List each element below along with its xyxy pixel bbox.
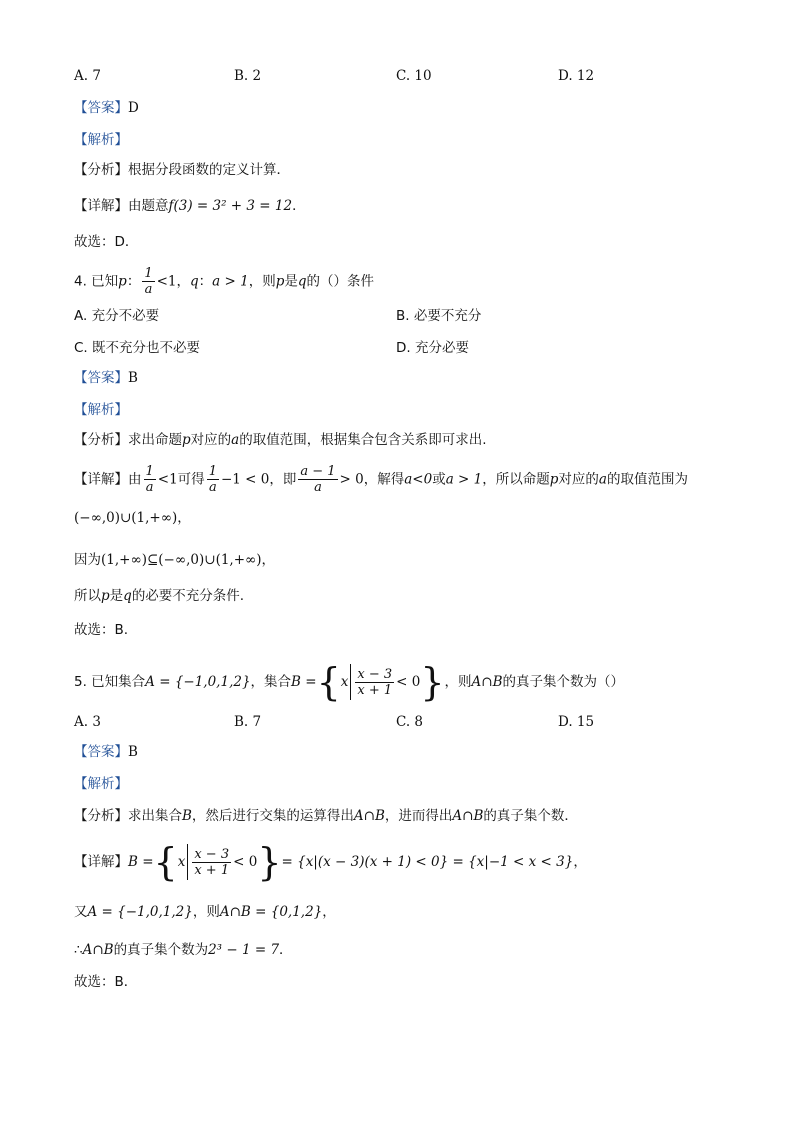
fenxi-tag: 【分析】 xyxy=(74,808,128,824)
q4-q: q xyxy=(190,273,199,290)
q5-you xyxy=(74,902,336,922)
xj-frac2 xyxy=(298,464,337,495)
fenxi-c: 的取值范围，根据集合包含关系即可求出. xyxy=(239,432,487,448)
q4-q-2: q xyxy=(297,273,307,290)
q5-stem xyxy=(74,662,624,702)
xiangjie-tag: 【详解】 xyxy=(74,198,128,214)
q5-frac-num: x − 3 xyxy=(357,666,393,682)
answer-value: D xyxy=(128,100,139,116)
q4-stem xyxy=(74,266,374,297)
you-b: ，则 xyxy=(192,904,220,920)
q4-analysis-tag xyxy=(74,400,128,420)
fenxi-a: 求出命题 xyxy=(128,432,182,448)
analysis-tag: 【解析】 xyxy=(74,402,128,418)
therefore-icon: ∴ xyxy=(74,942,83,958)
xj-k: 对应的 xyxy=(558,471,599,488)
xiangjie-tag: 【详解】 xyxy=(74,471,128,488)
xj-g: a<0 xyxy=(404,471,433,488)
xiangjie-text: 由题意 xyxy=(128,198,169,214)
xj-frac1-den: a xyxy=(145,480,154,495)
q5-frac xyxy=(355,667,394,698)
q4-answer xyxy=(74,368,138,388)
th-AcapB: A∩B xyxy=(82,942,114,958)
q4-choose: 故选：B. xyxy=(74,622,129,638)
q4-so xyxy=(74,586,244,606)
xj-frac-den: x + 1 xyxy=(194,862,230,878)
xj-lt0: < 0 xyxy=(233,854,258,870)
q5-stem-b: ，集合 xyxy=(250,674,292,690)
fenxi-B: B xyxy=(182,808,192,824)
q4-condition: 的（）条件 xyxy=(306,273,375,290)
fenxi-tag: 【分析】 xyxy=(74,162,128,178)
xj-a-var: a xyxy=(598,471,607,488)
q4-p: p xyxy=(118,273,127,290)
q5-setB-left: B = xyxy=(291,674,317,690)
fenxi-b: 对应的 xyxy=(190,432,232,448)
xj-frac1b xyxy=(207,464,219,495)
you-math2: A∩B = {0,1,2} xyxy=(219,904,323,920)
you-math: A = {−1,0,1,2} xyxy=(87,904,193,920)
q5-stem-d: 的真子集个数为（） xyxy=(502,674,625,690)
q4-frac-num: 1 xyxy=(144,266,153,281)
q5-AcapB: A∩B xyxy=(471,674,503,690)
th-a: 的真子集个数为 xyxy=(113,942,209,958)
q5-option-c: C. 8 xyxy=(396,714,424,730)
fenxi-tag: 【分析】 xyxy=(74,432,128,448)
you-tail: ， xyxy=(322,904,336,920)
answer-value: B xyxy=(128,370,138,386)
xj-l: 的取值范围为 xyxy=(606,471,688,488)
fenxi-AcapB-2: A∩B xyxy=(452,808,484,824)
th-tail: ． xyxy=(279,942,293,958)
q4-is: 是 xyxy=(284,273,298,290)
you-a: 又 xyxy=(74,904,88,920)
fenxi-p: p xyxy=(182,432,191,448)
q5-answer xyxy=(74,742,138,762)
analysis-tag: 【解析】 xyxy=(74,132,128,148)
fenxi-AcapB: A∩B xyxy=(353,808,385,824)
answer-value: B xyxy=(128,744,138,760)
xj-h: 或 xyxy=(432,471,446,488)
q5-choose: 故选：B． xyxy=(74,974,138,990)
xj-frac-num: x − 3 xyxy=(194,846,230,862)
range-tail: ， xyxy=(177,510,191,526)
so-c: 的必要不充分条件. xyxy=(131,588,245,604)
xiangjie-tag: 【详解】 xyxy=(74,854,128,870)
q5-setA: A = {−1,0,1,2} xyxy=(145,674,251,690)
because-a: 因为 xyxy=(74,552,101,568)
q4-because xyxy=(74,550,275,570)
q4-q-colon: ： xyxy=(198,273,213,290)
q5-xiangjie xyxy=(74,842,587,882)
so-p: p xyxy=(101,588,110,604)
q4-option-d: D. 充分必要 xyxy=(396,340,469,356)
q3-option-a: A. 7 xyxy=(74,68,101,84)
xj-frac1 xyxy=(144,464,156,495)
set-bar xyxy=(350,664,351,700)
xj-frac2-den: a xyxy=(314,480,322,495)
q4-number: 4. 已知 xyxy=(74,273,119,290)
answer-tag: 【答案】 xyxy=(74,100,128,116)
answer-tag: 【答案】 xyxy=(74,744,128,760)
fenxi-text: 根据分段函数的定义计算． xyxy=(128,162,290,178)
xj-frac1b-den: a xyxy=(208,480,217,495)
q4-fraction xyxy=(142,266,154,297)
xj-i: a > 1 xyxy=(445,471,483,488)
q4-colon: ： xyxy=(126,273,141,290)
q5-option-b: B. 7 xyxy=(234,714,262,730)
xj-frac xyxy=(192,847,231,878)
q4-fenxi xyxy=(74,430,487,450)
xj-e: > 0 xyxy=(339,471,364,488)
so-b: 是 xyxy=(109,588,124,604)
q4-ineq: <1， xyxy=(156,273,191,290)
fenxi-a-var: a xyxy=(231,432,240,448)
q4-q-ineq: a > 1 xyxy=(212,273,249,290)
xiangjie-tail: ． xyxy=(292,198,306,214)
q4-then: ，则 xyxy=(248,273,276,290)
q4-xiangjie xyxy=(74,464,688,495)
q5-fenxi xyxy=(74,806,578,826)
q5-analysis-tag xyxy=(74,774,128,794)
q3-option-b: B. 2 xyxy=(234,68,262,84)
q5-option-a: A. 3 xyxy=(74,714,101,730)
left-brace-icon: { xyxy=(153,840,178,884)
q5-stem-c: ，则 xyxy=(444,674,472,690)
q5-number: 5. 已知集合 xyxy=(74,674,146,690)
q3-answer xyxy=(74,98,139,118)
set-bar xyxy=(187,844,188,880)
xj-p: p xyxy=(549,471,559,488)
th-math: 2³ − 1 = 7 xyxy=(208,942,280,958)
so-a: 所以 xyxy=(74,588,101,604)
q5-therefore xyxy=(74,940,293,960)
because-tail: ， xyxy=(261,552,276,568)
xj-j: ，所以命题 xyxy=(482,471,550,488)
q3-xiangjie xyxy=(74,196,306,216)
q4-frac-den: a xyxy=(144,282,153,297)
because-math: (1,+∞)⊆(−∞,0)∪(1,+∞) xyxy=(101,552,262,568)
q4-option-c: C. 既不充分也不必要 xyxy=(74,340,201,356)
left-brace-icon: { xyxy=(316,660,341,704)
q4-option-b: B. 必要不充分 xyxy=(396,308,482,324)
fenxi-c: ，进而得出 xyxy=(384,808,453,824)
xj-frac1-num: 1 xyxy=(145,464,154,479)
q4-p-2: p xyxy=(275,273,285,290)
xj-B: B = xyxy=(128,854,154,870)
xj-a: 由 xyxy=(128,471,142,488)
q5-option-d: D. 15 xyxy=(558,714,595,730)
range-math: (−∞,0)∪(1,+∞) xyxy=(74,510,178,526)
xj-d: ，即 xyxy=(269,471,297,488)
right-brace-icon: } xyxy=(420,660,445,704)
q3-option-d: D. 12 xyxy=(558,68,595,84)
q3-fenxi xyxy=(74,160,290,180)
q5-x: x xyxy=(340,674,349,690)
right-brace-icon: } xyxy=(257,840,282,884)
xiangjie-math: f(3) = 3² + 3 = 12 xyxy=(168,198,293,214)
xj-frac1b-num: 1 xyxy=(208,464,217,479)
q5-frac-den: x + 1 xyxy=(357,682,393,698)
xj-c: −1 < 0 xyxy=(220,471,270,488)
fenxi-a: 求出集合 xyxy=(128,808,182,824)
xj-f: ，解得 xyxy=(363,471,405,488)
fenxi-b: ，然后进行交集的运算得出 xyxy=(191,808,354,824)
xj-eq2: = {x|(x − 3)(x + 1) < 0} = {x|−1 < x < 3} xyxy=(281,854,574,870)
xj-x: x xyxy=(177,854,186,870)
q3-option-c: C. 10 xyxy=(396,68,432,84)
xj-tail: ， xyxy=(573,854,587,870)
xj-b: <1可得 xyxy=(157,471,205,488)
q3-analysis-tag xyxy=(74,130,128,150)
q3-choose: 故选：D． xyxy=(74,234,139,250)
answer-tag: 【答案】 xyxy=(74,370,128,386)
so-q: q xyxy=(123,588,132,604)
analysis-tag: 【解析】 xyxy=(74,776,128,792)
q4-range xyxy=(74,508,191,528)
fenxi-d: 的真子集个数． xyxy=(483,808,578,824)
xj-frac2-num: a − 1 xyxy=(300,464,336,479)
q5-lt0: < 0 xyxy=(396,674,421,690)
q4-option-a: A. 充分不必要 xyxy=(74,308,160,324)
